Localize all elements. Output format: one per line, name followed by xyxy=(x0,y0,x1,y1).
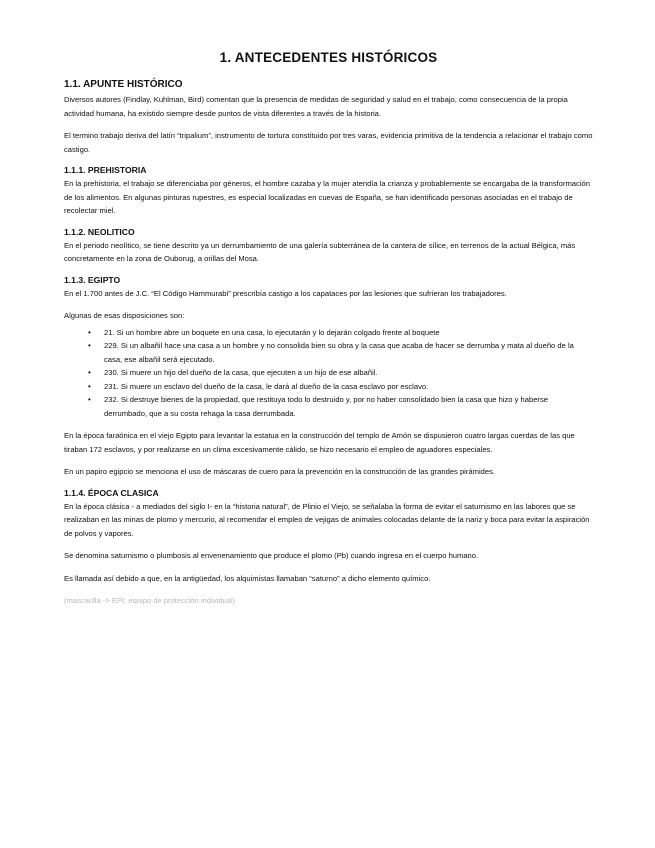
paragraph: El termino trabajo deriva del latín “tripalium”, instrumento de tortura constituido por tres varas, evidencia primitiva de la tendencia a relacionar el trabajo como castigo. xyxy=(64,131,593,154)
subsection-heading: 1.1.1. PREHISTORIA xyxy=(64,165,147,175)
subsection-heading: 1.1.4. ÉPOCA CLASICA xyxy=(64,487,159,498)
paragraph: En el 1.700 antes de J.C. “El Código Hammurabi” prescribía castigo a los capataces por las lesiones que sufrieran los trabajadores. xyxy=(64,288,507,298)
subsection-heading: 1.1.2. NEOLITICO xyxy=(64,226,135,237)
paragraph: En la época clásica - a mediados del siglo I- en la “historia natural”, de Plinio el Viejo, se señalaba la forma de evitar el saturnismo en las labores que se realizaban en las minas de plomo y mercurio, al recomendar el empleo de vejigas de animales colocadas delante de la nariz y boca para evitar la aspiración de polvos y vapores. xyxy=(64,501,590,538)
paragraph: En la prehistoria, el trabajo se diferenciaba por géneros, el hombre cazaba y la mujer atendía la crianza y probablemente se encargaba de la transformación de los alimentos. En algunas pinturas rupestres, es especial localizadas en cuevas de España, se han identificado personas asociadas en el trabajo de recolectar miel. xyxy=(64,179,590,215)
list-item: • 231. Si muere un esclavo del dueño de la casa, le dará al dueño de la casa esclavo por esclavo. xyxy=(104,380,593,394)
paragraph: Es llamada así debido a que, en la antigüedad, los alquimistas llamaban “saturno” a dicho elemento químico. xyxy=(64,573,431,583)
paragraph: Algunas de esas disposiciones son: xyxy=(64,311,185,320)
section-egipto xyxy=(64,275,593,479)
paragraph: En el periodo neolítico, se tiene descrito ya un derrumbamiento de una galería subterránea de la cantera de sílice, en terrenos de la actual Bélgica, más concretamente en la zona de Ouborug, a orillas del Mosa. xyxy=(64,240,576,263)
list-item: • 229. Si un albañil hace una casa a un hombre y no consolida bien su obra y la casa que acaba de hacer se derrumba y mata al dueño de la casa, ese albañil será ejecutado. xyxy=(104,339,593,366)
subsection-heading: 1.1.3. EGIPTO xyxy=(64,274,121,285)
section-heading: 1.1. APUNTE HISTÓRICO xyxy=(64,79,183,90)
note-text: (mascarilla -> EPI: equipo de protección individual) xyxy=(64,596,236,605)
list-item: • 230. Si muere un hijo del dueño de la casa, que ejecuten a un hijo de ese albañil. xyxy=(104,366,593,380)
list-item: • 21. Si un hombre abre un boquete en una casa, lo ejecutarán y lo dejarán colgado frente al boquete xyxy=(104,326,593,340)
section-epoca-clasica xyxy=(64,488,593,608)
section-prehistoria xyxy=(64,165,593,218)
section-apunte-historico xyxy=(64,79,593,156)
paragraph: En un papiro egipcio se menciona el uso de máscaras de cuero para la prevención en la construcción de las grandes pirámides. xyxy=(64,467,495,476)
paragraph: Se denomina saturnismo o plumbosis al envenenamiento que produce el plomo (Pb) cuando ingresa en el cuerpo humano. xyxy=(64,551,479,560)
section-neolitico xyxy=(64,227,593,266)
document-title: 1. ANTECEDENTES HISTÓRICOS xyxy=(219,50,438,65)
paragraph: Diversos autores (Findlay, Kuhlman, Bird) comentan que la presencia de medidas de seguridad y salud en el trabajo, como consecuencia de la propia actividad humana, ha existido siempre desde puntos de vista diferentes a través de la historia. xyxy=(64,95,568,118)
disposiciones-list xyxy=(64,326,593,421)
paragraph: En la época faraónica en el viejo Egipto para levantar la estatua en la construcción del templo de Amón se dispusieron cuatro largas cuerdas de las que tiraban 172 esclavos, y por realizarse en un clima excesivamente cálido, se hizo necesario el empleo de aguadores especiales. xyxy=(64,431,575,454)
list-item: • 232. Si destruye bienes de la propiedad, que restituya todo lo destruido y, por no haber consolidado bien la casa que hizo y haberse derrumbado, que a su costa rehaga la casa derrumbada. xyxy=(104,393,593,420)
